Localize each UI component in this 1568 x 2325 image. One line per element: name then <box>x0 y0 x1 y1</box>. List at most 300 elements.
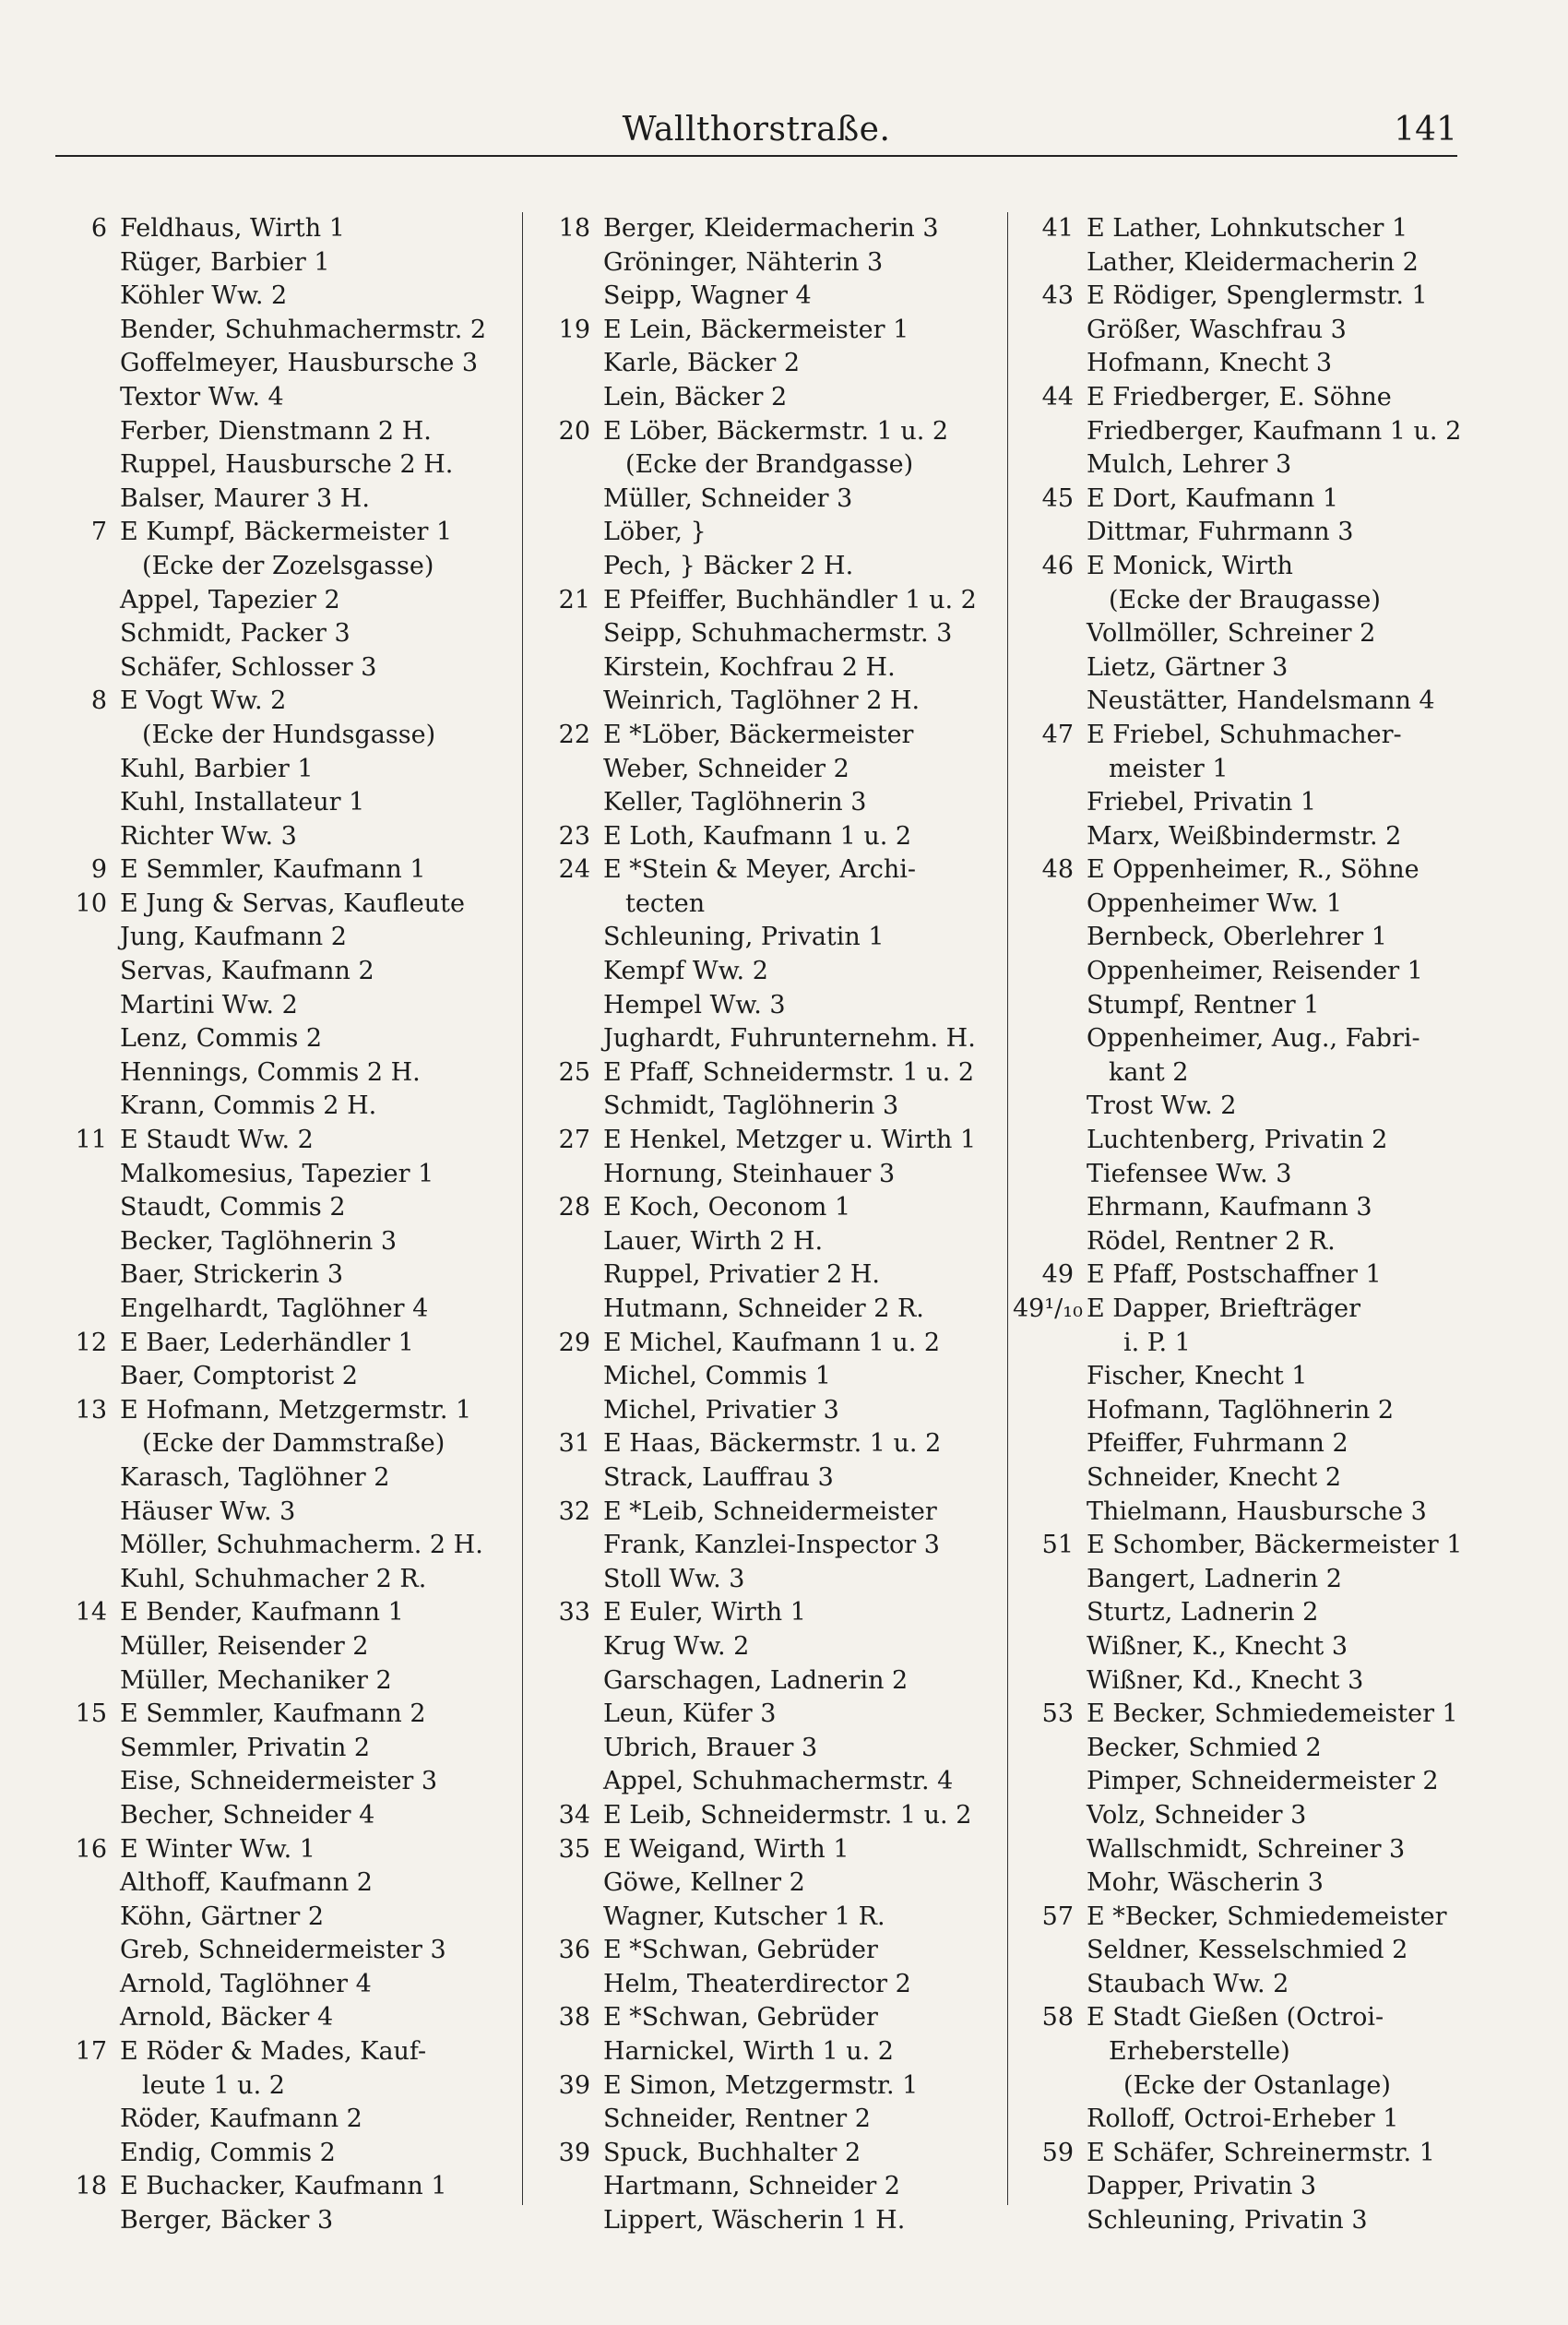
resident-text: Lauer, Wirth 2 H. <box>603 1226 824 1256</box>
resident-text: Schneider, Rentner 2 <box>603 2104 871 2134</box>
directory-entry <box>46 2035 518 2069</box>
resident-text: Friebel, Privatin 1 <box>1087 788 1317 817</box>
directory-entry <box>529 753 1009 787</box>
directory-entry <box>529 516 1009 550</box>
directory-entry <box>529 415 1009 449</box>
house-number: 33 <box>558 1598 590 1628</box>
directory-entry <box>1013 685 1467 719</box>
house-number: 9 <box>90 855 107 885</box>
directory-entry <box>46 1360 518 1394</box>
directory-entry <box>1013 1833 1467 1867</box>
directory-entry <box>529 1596 1009 1630</box>
resident-text: E *Schwan, Gebrüder <box>603 2003 878 2033</box>
resident-text: Müller, Reisender 2 <box>120 1631 369 1661</box>
directory-entry <box>1013 1698 1467 1732</box>
resident-text: Schneider, Knecht 2 <box>1087 1462 1342 1492</box>
resident-text: Berger, Bäcker 3 <box>120 2206 334 2236</box>
resident-text: (Ecke der Zozelsgasse) <box>142 551 434 580</box>
resident-text: Stoll Ww. 3 <box>603 1564 745 1593</box>
directory-entry <box>46 1732 518 1766</box>
directory-entry <box>46 1461 518 1496</box>
directory-entry <box>529 1158 1009 1192</box>
directory-entry <box>46 685 518 719</box>
directory-entry <box>529 2170 1009 2204</box>
directory-entry <box>529 617 1009 651</box>
resident-text: E Dort, Kaufmann 1 <box>1087 483 1339 513</box>
house-number: 16 <box>75 1834 107 1864</box>
resident-text: Hempel Ww. 3 <box>603 990 786 1019</box>
directory-entry <box>1013 1732 1467 1766</box>
directory-entry <box>46 1765 518 1799</box>
resident-text: Rolloff, Octroi-Erheber 1 <box>1087 2104 1399 2134</box>
resident-text: E Euler, Wirth 1 <box>603 1598 806 1628</box>
resident-text: E Pfaff, Schneidermstr. 1 u. 2 <box>603 1057 975 1087</box>
directory-entry <box>1013 1934 1467 1968</box>
directory-entry <box>529 786 1009 820</box>
resident-text: Karle, Bäcker 2 <box>603 349 801 378</box>
resident-text: Becher, Schneider 4 <box>120 1800 375 1830</box>
resident-text: E *Löber, Bäckermeister <box>603 720 914 749</box>
directory-entry <box>529 1022 1009 1056</box>
house-number: 51 <box>1041 1531 1074 1560</box>
resident-text: Kirstein, Kochfrau 2 H. <box>603 652 896 682</box>
directory-entry <box>529 212 1009 246</box>
resident-text: Bender, Schuhmachermstr. 2 <box>120 315 487 344</box>
column-divider <box>522 212 523 2205</box>
resident-text: meister 1 <box>1109 754 1229 783</box>
resident-text: Ruppel, Hausbursche 2 H. <box>120 450 454 480</box>
resident-text: Gröninger, Nähterin 3 <box>603 247 884 277</box>
house-number: 31 <box>558 1429 590 1459</box>
resident-text: Lein, Bäcker 2 <box>603 382 788 411</box>
directory-entry <box>529 1056 1009 1091</box>
house-number: 13 <box>75 1395 107 1425</box>
directory-entry <box>46 1191 518 1225</box>
directory-entry <box>529 1529 1009 1563</box>
resident-text: E Baer, Lederhändler 1 <box>120 1328 414 1357</box>
directory-entry <box>529 550 1009 584</box>
directory-entry <box>529 1630 1009 1664</box>
resident-text: Größer, Waschfrau 3 <box>1087 315 1347 344</box>
house-number: 25 <box>558 1057 590 1087</box>
resident-text: Dapper, Privatin 3 <box>1087 2172 1317 2201</box>
directory-entry <box>1013 347 1467 381</box>
directory-entry <box>1013 2103 1467 2137</box>
resident-text: Goffelmeyer, Hausbursche 3 <box>120 349 479 378</box>
resident-text: Seldner, Kesselschmied 2 <box>1087 1936 1408 1965</box>
resident-text: E Michel, Kaufmann 1 u. 2 <box>603 1328 941 1357</box>
directory-entry <box>529 1833 1009 1867</box>
resident-text: Frank, Kanzlei-Inspector 3 <box>603 1531 940 1560</box>
resident-text: E Loth, Kaufmann 1 u. 2 <box>603 821 912 851</box>
directory-entry <box>1013 1596 1467 1630</box>
resident-text: Trost Ww. 2 <box>1087 1091 1237 1121</box>
resident-text: E *Becker, Schmiedemeister <box>1087 1902 1447 1931</box>
resident-text: Strack, Lauffrau 3 <box>603 1462 834 1492</box>
directory-entry <box>529 1225 1009 1259</box>
directory-entry <box>46 1866 518 1901</box>
directory-entry <box>1013 2137 1467 2171</box>
house-number: 29 <box>558 1328 590 1357</box>
directory-entry <box>1013 1427 1467 1461</box>
directory-entry <box>1013 1191 1467 1225</box>
resident-text: Richter Ww. 3 <box>120 821 297 851</box>
directory-entry <box>46 2103 518 2137</box>
directory-entry <box>529 820 1009 854</box>
directory-entry <box>529 2103 1009 2137</box>
house-number: 41 <box>1041 214 1074 243</box>
house-number: 32 <box>558 1496 590 1526</box>
resident-text: E Röder & Mades, Kauf- <box>120 2037 427 2067</box>
directory-entry <box>529 1901 1009 1935</box>
directory-entry <box>1013 550 1467 584</box>
directory-entry <box>1013 1022 1467 1056</box>
directory-entry <box>46 1630 518 1664</box>
resident-text: Röder, Kaufmann 2 <box>120 2104 362 2134</box>
directory-entry <box>1013 1124 1467 1158</box>
resident-text: E Staudt Ww. 2 <box>120 1126 314 1155</box>
house-number: 11 <box>75 1126 107 1155</box>
house-number: 7 <box>90 518 107 547</box>
directory-entry <box>46 347 518 381</box>
resident-text: E Kumpf, Bäckermeister 1 <box>120 518 453 547</box>
directory-entry <box>529 2069 1009 2104</box>
resident-text: E *Schwan, Gebrüder <box>603 1936 878 1965</box>
resident-text: Arnold, Bäcker 4 <box>120 2003 334 2033</box>
resident-text: Keller, Taglöhnerin 3 <box>603 788 867 817</box>
resident-text: Jughardt, Fuhrunternehm. H. <box>603 1024 976 1054</box>
house-number: 18 <box>75 2172 107 2201</box>
resident-text: Becker, Taglöhnerin 3 <box>120 1226 398 1256</box>
resident-text: Schleuning, Privatin 1 <box>603 923 885 952</box>
directory-entry <box>1013 1563 1467 1597</box>
directory-entry <box>529 1327 1009 1361</box>
house-number: 39 <box>558 2070 590 2100</box>
directory-entry <box>1013 2170 1467 2204</box>
resident-text: E Haas, Bäckermstr. 1 u. 2 <box>603 1429 942 1459</box>
resident-text: Staudt, Commis 2 <box>120 1193 346 1222</box>
resident-text: Köhler Ww. 2 <box>120 281 288 311</box>
resident-text: Harnickel, Wirth 1 u. 2 <box>603 2037 894 2067</box>
directory-entry <box>1013 955 1467 989</box>
resident-text: Müller, Schneider 3 <box>603 483 853 513</box>
directory-entry <box>529 1664 1009 1699</box>
directory-entry <box>1013 1258 1467 1293</box>
house-number: 22 <box>558 720 590 749</box>
resident-text: E Löber, Bäckermstr. 1 u. 2 <box>603 416 949 446</box>
house-number: 12 <box>75 1328 107 1357</box>
directory-entry <box>46 2137 518 2171</box>
directory-entry <box>529 2137 1009 2171</box>
house-number: 23 <box>558 821 590 851</box>
directory-entry <box>1013 1360 1467 1394</box>
resident-text: Leun, Küfer 3 <box>603 1699 777 1729</box>
resident-text: i. P. 1 <box>1123 1328 1191 1357</box>
resident-text: Seipp, Wagner 4 <box>603 281 812 311</box>
directory-entry <box>1013 1496 1467 1530</box>
resident-text: Bangert, Ladnerin 2 <box>1087 1564 1342 1593</box>
resident-text: E Stadt Gießen (Octroi- <box>1087 2003 1384 2033</box>
house-number: 57 <box>1041 1902 1074 1931</box>
resident-text: Baer, Strickerin 3 <box>120 1260 344 1290</box>
resident-text: Stumpf, Rentner 1 <box>1087 990 1320 1019</box>
resident-text: E Pfaff, Postschaffner 1 <box>1087 1260 1382 1290</box>
directory-entry <box>529 888 1009 922</box>
page-header <box>55 103 1457 159</box>
directory-entry <box>46 314 518 348</box>
resident-text: Luchtenberg, Privatin 2 <box>1087 1126 1388 1155</box>
directory-entry <box>46 584 518 618</box>
directory-entry <box>529 685 1009 719</box>
directory-entry <box>46 1799 518 1833</box>
resident-text: E Buchacker, Kaufmann 1 <box>120 2172 447 2201</box>
directory-entry <box>46 853 518 888</box>
resident-text: Servas, Kaufmann 2 <box>120 957 374 986</box>
directory-entry <box>46 1529 518 1563</box>
directory-entry <box>46 820 518 854</box>
directory-entry <box>529 483 1009 517</box>
directory-entry <box>1013 1056 1467 1091</box>
resident-text: E Hofmann, Metzgermstr. 1 <box>120 1395 472 1425</box>
resident-text: Möller, Schuhmacherm. 2 H. <box>120 1531 483 1560</box>
house-number: 21 <box>558 585 590 614</box>
resident-text: Ruppel, Privatier 2 H. <box>603 1260 880 1290</box>
resident-text: Feldhaus, Wirth 1 <box>120 214 345 243</box>
directory-entry <box>1013 246 1467 280</box>
directory-entry <box>1013 516 1467 550</box>
resident-text: Rödel, Rentner 2 R. <box>1087 1226 1336 1256</box>
directory-entry <box>46 1901 518 1935</box>
resident-text: Fischer, Knecht 1 <box>1087 1362 1308 1391</box>
house-number: 6 <box>90 214 107 243</box>
house-number: 28 <box>558 1193 590 1222</box>
resident-text: (Ecke der Brandgasse) <box>625 450 914 480</box>
resident-text: Vollmöller, Schreiner 2 <box>1087 619 1376 649</box>
resident-text: E Lather, Lohnkutscher 1 <box>1087 214 1408 243</box>
directory-entry <box>529 1461 1009 1496</box>
directory-entry <box>1013 415 1467 449</box>
resident-text: Dittmar, Fuhrmann 3 <box>1087 518 1354 547</box>
resident-text: Erheberstelle) <box>1109 2037 1290 2067</box>
resident-text: Hennings, Commis 2 H. <box>120 1057 421 1087</box>
directory-entry <box>46 1394 518 1428</box>
resident-text: Jung, Kaufmann 2 <box>120 923 347 952</box>
directory-entry <box>1013 1866 1467 1901</box>
resident-text: Göwe, Kellner 2 <box>603 1868 805 1898</box>
resident-text: Baer, Comptorist 2 <box>120 1362 358 1391</box>
directory-entry <box>1013 584 1467 618</box>
resident-text: Spuck, Buchhalter 2 <box>603 2138 861 2167</box>
directory-entry <box>1013 2069 1467 2104</box>
resident-text: Lenz, Commis 2 <box>120 1024 323 1054</box>
resident-text: Schmidt, Packer 3 <box>120 619 350 649</box>
resident-text: Marx, Weißbindermstr. 2 <box>1087 821 1402 851</box>
house-number: 48 <box>1041 855 1074 885</box>
resident-text: E Becker, Schmiedemeister 1 <box>1087 1699 1458 1729</box>
resident-text: Hofmann, Taglöhnerin 2 <box>1087 1395 1395 1425</box>
house-number: 53 <box>1041 1699 1074 1729</box>
directory-entry <box>529 1258 1009 1293</box>
directory-column-3 <box>1013 212 1467 2236</box>
directory-entry <box>46 1056 518 1091</box>
resident-text: Engelhardt, Taglöhner 4 <box>120 1294 429 1323</box>
running-title: Wallthorstraße. <box>622 111 891 149</box>
resident-text: Ubrich, Brauer 3 <box>603 1733 818 1762</box>
directory-entry <box>1013 2204 1467 2238</box>
directory-entry <box>46 1596 518 1630</box>
resident-text: Hutmann, Schneider 2 R. <box>603 1294 924 1323</box>
resident-text: E Rödiger, Spenglermstr. 1 <box>1087 281 1428 311</box>
directory-entry <box>529 989 1009 1023</box>
house-number: 14 <box>75 1598 107 1628</box>
resident-text: Volz, Schneider 3 <box>1087 1800 1307 1830</box>
resident-text: tecten <box>625 888 706 918</box>
resident-text: Schäfer, Schlosser 3 <box>120 652 377 682</box>
resident-text: Köhn, Gärtner 2 <box>120 1902 325 1931</box>
directory-entry <box>46 989 518 1023</box>
directory-entry <box>529 1866 1009 1901</box>
directory-entry <box>529 1090 1009 1124</box>
directory-entry <box>529 1934 1009 1968</box>
directory-entry <box>46 1022 518 1056</box>
resident-text: Sturtz, Ladnerin 2 <box>1087 1598 1319 1628</box>
directory-entry <box>529 1765 1009 1799</box>
directory-entry <box>1013 1630 1467 1664</box>
resident-text: E Winter Ww. 1 <box>120 1834 315 1864</box>
directory-entry <box>1013 1664 1467 1699</box>
directory-entry <box>1013 820 1467 854</box>
resident-text: E Schomber, Bäckermeister 1 <box>1087 1531 1463 1560</box>
house-number: 35 <box>558 1834 590 1864</box>
resident-text: Oppenheimer, Aug., Fabri- <box>1087 1024 1420 1054</box>
resident-text: Bernbeck, Oberlehrer 1 <box>1087 923 1387 952</box>
house-number: 17 <box>75 2037 107 2067</box>
resident-text: Arnold, Taglöhner 4 <box>120 1969 372 1998</box>
resident-text: Karasch, Taglöhner 2 <box>120 1462 390 1492</box>
directory-entry <box>46 1496 518 1530</box>
resident-text: Neustätter, Handelsmann 4 <box>1087 686 1435 716</box>
resident-text: Löber, } <box>603 518 707 547</box>
resident-text: Pimper, Schneidermeister 2 <box>1087 1767 1439 1796</box>
directory-entry <box>529 584 1009 618</box>
resident-text: E Bender, Kaufmann 1 <box>120 1598 404 1628</box>
directory-entry <box>46 1225 518 1259</box>
directory-entry <box>1013 448 1467 483</box>
resident-text: E Schäfer, Schreinermstr. 1 <box>1087 2138 1435 2167</box>
directory-entry <box>529 1799 1009 1833</box>
directory-entry <box>46 516 518 550</box>
resident-text: E Weigand, Wirth 1 <box>603 1834 849 1864</box>
directory-entry <box>46 448 518 483</box>
directory-entry <box>46 786 518 820</box>
resident-text: kant 2 <box>1109 1057 1189 1087</box>
directory-entry <box>46 955 518 989</box>
directory-entry <box>529 719 1009 753</box>
directory-entry <box>529 1124 1009 1158</box>
resident-text: Mohr, Wäscherin 3 <box>1087 1868 1324 1898</box>
directory-entry <box>1013 1327 1467 1361</box>
resident-text: Kuhl, Installateur 1 <box>120 788 365 817</box>
resident-text: Wallschmidt, Schreiner 3 <box>1087 1834 1406 1864</box>
directory-entry <box>46 719 518 753</box>
directory-entry <box>529 2001 1009 2035</box>
directory-entry <box>1013 921 1467 955</box>
directory-entry <box>1013 1090 1467 1124</box>
resident-text: Pfeiffer, Fuhrmann 2 <box>1087 1429 1348 1459</box>
directory-entry <box>46 1124 518 1158</box>
directory-entry <box>1013 1799 1467 1833</box>
resident-text: Oppenheimer, Reisender 1 <box>1087 957 1423 986</box>
directory-entry <box>1013 1968 1467 2002</box>
resident-text: Martini Ww. 2 <box>120 990 298 1019</box>
directory-entry <box>1013 483 1467 517</box>
resident-text: (Ecke der Hundsgasse) <box>142 720 436 749</box>
resident-text: Seipp, Schuhmachermstr. 3 <box>603 619 953 649</box>
house-number: 36 <box>558 1936 590 1965</box>
directory-entry <box>529 1293 1009 1327</box>
resident-text: Michel, Commis 1 <box>603 1362 831 1391</box>
directory-entry <box>529 448 1009 483</box>
directory-entry <box>1013 1225 1467 1259</box>
resident-text: Pech, } Bäcker 2 H. <box>603 551 854 580</box>
resident-text: E Monick, Wirth <box>1087 551 1293 580</box>
directory-entry <box>46 1327 518 1361</box>
directory-entry <box>1013 314 1467 348</box>
directory-entry <box>1013 989 1467 1023</box>
directory-entry <box>529 1563 1009 1597</box>
directory-entry <box>529 381 1009 415</box>
resident-text: Becker, Schmied 2 <box>1087 1733 1322 1762</box>
directory-entry <box>46 617 518 651</box>
house-number: 24 <box>558 855 590 885</box>
directory-entry <box>46 888 518 922</box>
resident-text: (Ecke der Dammstraße) <box>142 1429 445 1459</box>
resident-text: Ferber, Dienstmann 2 H. <box>120 416 432 446</box>
directory-entry <box>46 280 518 314</box>
resident-text: E Oppenheimer, R., Söhne <box>1087 855 1420 885</box>
resident-text: E Leib, Schneidermstr. 1 u. 2 <box>603 1800 972 1830</box>
directory-entry <box>529 1698 1009 1732</box>
resident-text: Friedberger, Kaufmann 1 u. 2 <box>1087 416 1462 446</box>
directory-entry <box>46 1258 518 1293</box>
directory-columns <box>46 212 1467 2236</box>
directory-entry <box>529 853 1009 888</box>
page-number: 141 <box>1394 111 1457 149</box>
directory-entry <box>1013 753 1467 787</box>
directory-entry <box>46 2001 518 2035</box>
house-number: 15 <box>75 1699 107 1729</box>
house-number: 34 <box>558 1800 590 1830</box>
resident-text: Staubach Ww. 2 <box>1087 1969 1289 1998</box>
directory-entry <box>46 1664 518 1699</box>
house-number: 46 <box>1041 551 1074 580</box>
directory-entry <box>1013 2001 1467 2035</box>
resident-text: Kuhl, Schuhmacher 2 R. <box>120 1564 427 1593</box>
directory-entry <box>46 1090 518 1124</box>
directory-entry <box>46 381 518 415</box>
directory-entry <box>529 1360 1009 1394</box>
resident-text: Häuser Ww. 3 <box>120 1496 296 1526</box>
resident-text: E Lein, Bäckermeister 1 <box>603 315 909 344</box>
directory-column-2 <box>529 212 1009 2236</box>
house-number: 27 <box>558 1126 590 1155</box>
directory-entry <box>529 1496 1009 1530</box>
resident-text: Helm, Theaterdirector 2 <box>603 1969 911 1998</box>
resident-text: E Semmler, Kaufmann 1 <box>120 855 426 885</box>
resident-text: Semmler, Privatin 2 <box>120 1733 371 1762</box>
house-number: 49¹/₁₀ <box>1013 1294 1083 1323</box>
directory-entry <box>1013 719 1467 753</box>
